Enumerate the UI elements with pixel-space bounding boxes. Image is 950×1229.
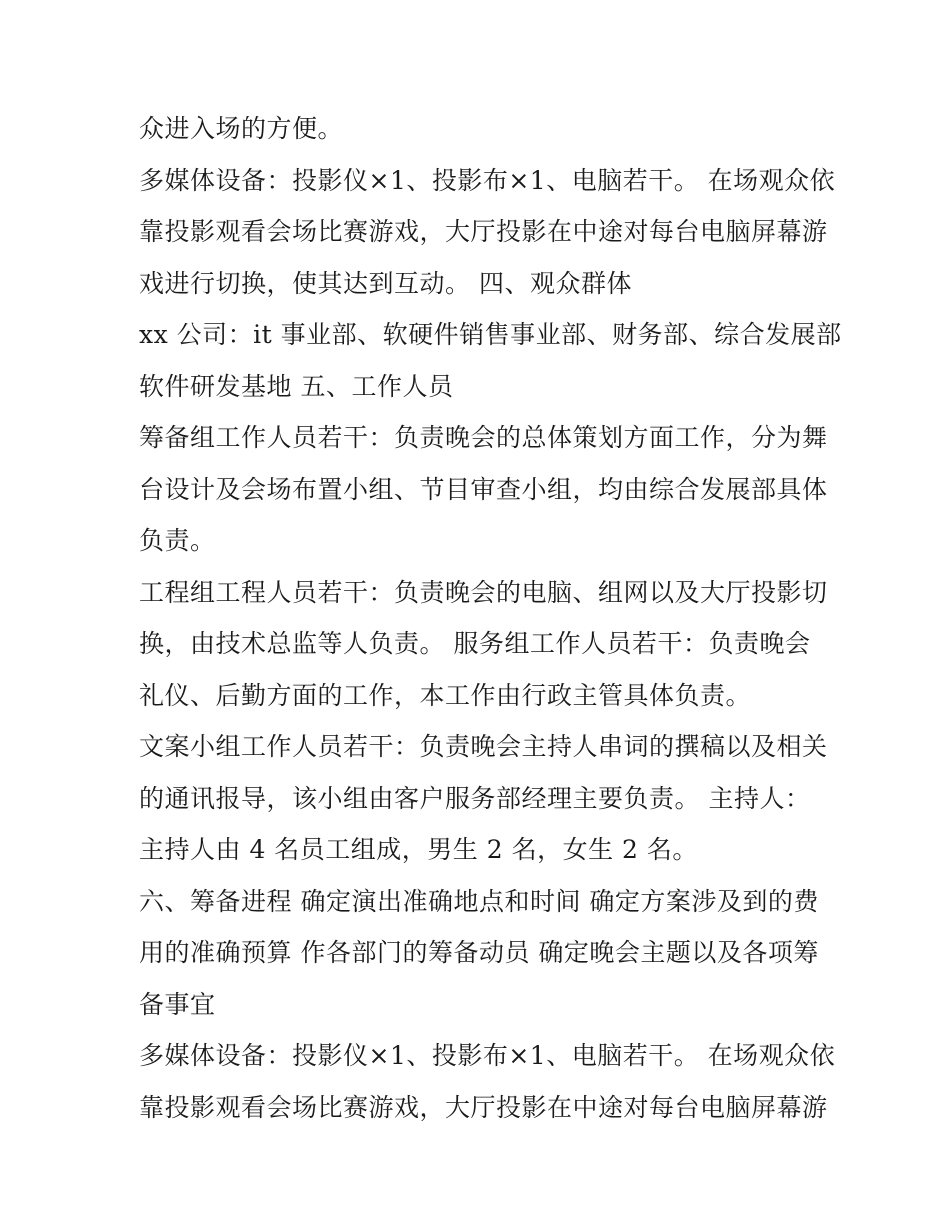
text-line: 的通讯报导，该小组由客户服务部经理主要负责。 主持人：: [139, 783, 811, 813]
text-line: 台设计及会场布置小组、节目审查小组，均由综合发展部具体: [139, 474, 828, 504]
text-line: xx 公司：it 事业部、软硬件销售事业部、财务部、综合发展部: [139, 320, 842, 349]
text-line: 多媒体设备：投影仪×1、投影布×1、电脑若干。 在场观众依: [139, 1041, 836, 1070]
text-line: 文案小组工作人员若干：负责晚会主持人串词的撰稿以及相关: [139, 732, 828, 761]
body-text: [139, 109, 842, 1139]
text-line: 备事宜: [139, 989, 216, 1019]
text-line: 软件研发基地 五、工作人员: [139, 371, 454, 401]
text-line: 六、筹备进程 确定演出准确地点和时间 确定方案涉及到的费: [139, 886, 819, 916]
text-line: 负责。: [139, 526, 216, 555]
text-line: 靠投影观看会场比赛游戏，大厅投影在中途对每台电脑屏幕游: [139, 1092, 828, 1122]
text-line: 用的准确预算 作各部门的筹备动员 确定晚会主题以及各项筹: [139, 938, 819, 967]
text-line: 靠投影观看会场比赛游戏，大厅投影在中途对每台电脑屏幕游: [139, 217, 828, 246]
text-line: 筹备组工作人员若干：负责晚会的总体策划方面工作，分为舞: [139, 423, 828, 452]
text-line: 礼仪、后勤方面的工作，本工作由行政主管具体负责。: [139, 680, 752, 710]
text-line: 工程组工程人员若干：负责晚会的电脑、组网以及大厅投影切: [139, 577, 828, 607]
text-line: 多媒体设备：投影仪×1、投影布×1、电脑若干。 在场观众依: [139, 165, 836, 195]
text-line: 戏进行切换，使其达到互动。 四、观众群体: [139, 268, 632, 298]
text-line: 众进入场的方便。: [139, 114, 344, 143]
text-line: 主持人由 4 名员工组成，男生 2 名，女生 2 名。: [139, 835, 698, 864]
text-line: 换，由技术总监等人负责。 服务组工作人员若干：负责晚会: [139, 629, 811, 658]
